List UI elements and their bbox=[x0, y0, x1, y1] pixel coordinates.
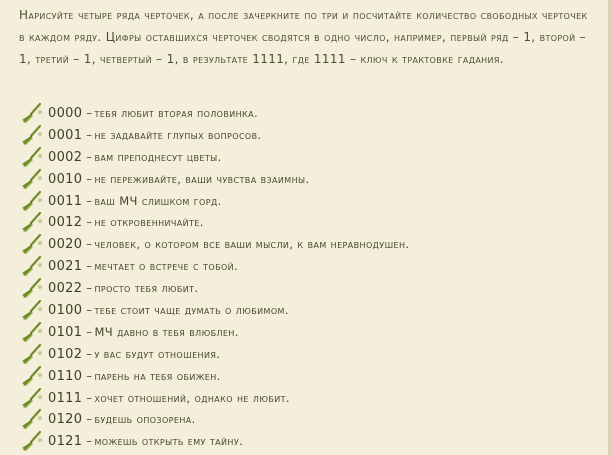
item-code: 0010 bbox=[48, 171, 83, 187]
item-code: 0111 bbox=[48, 390, 83, 406]
item-description: вам преподнесут цветы. bbox=[94, 149, 222, 164]
item-code: 0001 bbox=[48, 127, 83, 143]
item-separator: – bbox=[86, 412, 93, 427]
item-text bbox=[48, 431, 243, 452]
broom-icon bbox=[20, 407, 44, 431]
item-description: тебе стоит чаще думать о любимом. bbox=[94, 303, 289, 318]
divination-list bbox=[0, 102, 590, 452]
item-description: ваш МЧ слишком горд. bbox=[94, 193, 222, 208]
item-separator: – bbox=[86, 237, 93, 252]
item-code: 0002 bbox=[48, 149, 83, 165]
item-text bbox=[48, 125, 262, 146]
list-item bbox=[0, 299, 590, 321]
item-separator: – bbox=[86, 149, 93, 164]
broom-icon bbox=[20, 386, 44, 410]
item-description: тебя любит вторая половинка. bbox=[94, 106, 259, 120]
item-text bbox=[48, 278, 199, 299]
item-description: не откровенничайте. bbox=[94, 215, 204, 230]
list-item bbox=[0, 124, 590, 146]
item-description: не переживайте, ваши чувства взаимны. bbox=[94, 171, 310, 186]
item-separator: – bbox=[86, 303, 93, 318]
item-description: не задавайте глупых вопросов. bbox=[94, 127, 262, 142]
item-text bbox=[48, 103, 258, 124]
intro-paragraph: Нарисуйте четыре ряда черточек, а после зачеркните по три и посчитайте количество свободных черточек в каждом ряду. Цифры оставшихся черточек сводятся в одно число, например, первый ряд – 1, второй – 1, третий – 1, четвертый – 1, в результате 1111, где 1111 – ключ к трактовке гадания. bbox=[19, 8, 588, 66]
item-code: 0121 bbox=[48, 434, 83, 450]
broom-icon bbox=[20, 276, 44, 300]
item-separator: – bbox=[86, 127, 93, 142]
item-text bbox=[48, 366, 221, 387]
broom-icon bbox=[20, 298, 44, 322]
item-code: 0110 bbox=[48, 368, 83, 384]
item-separator: – bbox=[86, 193, 93, 208]
item-code: 0012 bbox=[48, 215, 83, 231]
broom-icon bbox=[20, 189, 44, 213]
item-separator: – bbox=[86, 390, 93, 405]
item-text bbox=[48, 409, 196, 430]
broom-icon bbox=[20, 123, 44, 147]
item-code: 0022 bbox=[48, 281, 83, 297]
item-text bbox=[48, 344, 220, 365]
broom-icon bbox=[20, 429, 44, 453]
item-separator: – bbox=[86, 106, 93, 120]
list-item bbox=[0, 233, 590, 255]
list-item bbox=[0, 408, 590, 430]
broom-icon bbox=[20, 101, 44, 125]
list-item bbox=[0, 277, 590, 299]
broom-icon bbox=[20, 210, 44, 234]
item-text bbox=[48, 322, 239, 343]
item-code: 0000 bbox=[48, 106, 83, 121]
item-description: просто тебя любит. bbox=[94, 281, 199, 296]
list-item bbox=[0, 255, 590, 277]
item-text bbox=[48, 300, 289, 321]
item-separator: – bbox=[86, 346, 93, 361]
broom-icon bbox=[20, 320, 44, 344]
item-description: будешь опозорена. bbox=[94, 412, 196, 427]
item-separator: – bbox=[86, 215, 93, 230]
list-item bbox=[0, 365, 590, 387]
item-description: у вас будут отношения. bbox=[94, 346, 221, 361]
item-text bbox=[48, 256, 238, 277]
list-item bbox=[0, 387, 590, 409]
item-text bbox=[48, 212, 204, 233]
item-code: 0102 bbox=[48, 346, 83, 362]
item-code: 0011 bbox=[48, 193, 83, 209]
item-text bbox=[48, 191, 222, 212]
list-item bbox=[0, 343, 590, 365]
list-item bbox=[0, 211, 590, 233]
item-description: МЧ давно в тебя влюблен. bbox=[94, 324, 239, 339]
list-item bbox=[0, 146, 590, 168]
item-code: 0100 bbox=[48, 303, 83, 319]
item-text bbox=[48, 388, 290, 409]
list-item bbox=[0, 321, 590, 343]
item-text bbox=[48, 234, 409, 255]
list-item bbox=[0, 190, 590, 212]
item-text bbox=[48, 147, 222, 168]
broom-icon bbox=[20, 342, 44, 366]
broom-icon bbox=[20, 167, 44, 191]
broom-icon bbox=[20, 254, 44, 278]
item-separator: – bbox=[86, 324, 93, 339]
item-code: 0101 bbox=[48, 324, 83, 340]
broom-icon bbox=[20, 145, 44, 169]
list-item bbox=[0, 168, 590, 190]
item-description: можешь открыть ему тайну. bbox=[94, 434, 244, 449]
item-code: 0021 bbox=[48, 259, 83, 275]
item-text bbox=[48, 169, 310, 190]
item-description: парень на тебя обижен. bbox=[94, 368, 221, 383]
item-separator: – bbox=[86, 171, 93, 186]
list-item bbox=[0, 430, 590, 452]
list-item bbox=[0, 102, 590, 124]
broom-icon bbox=[20, 232, 44, 256]
item-separator: – bbox=[86, 281, 93, 296]
item-separator: – bbox=[86, 434, 93, 449]
item-code: 0020 bbox=[48, 237, 83, 253]
item-separator: – bbox=[86, 259, 93, 274]
broom-icon bbox=[20, 364, 44, 388]
item-description: хочет отношений, однако не любит. bbox=[94, 390, 290, 405]
item-code: 0120 bbox=[48, 412, 83, 428]
item-description: человек, о котором все ваши мысли, к вам неравнодушен. bbox=[94, 237, 410, 252]
item-separator: – bbox=[86, 368, 93, 383]
item-description: мечтает о встрече с тобой. bbox=[94, 259, 239, 274]
